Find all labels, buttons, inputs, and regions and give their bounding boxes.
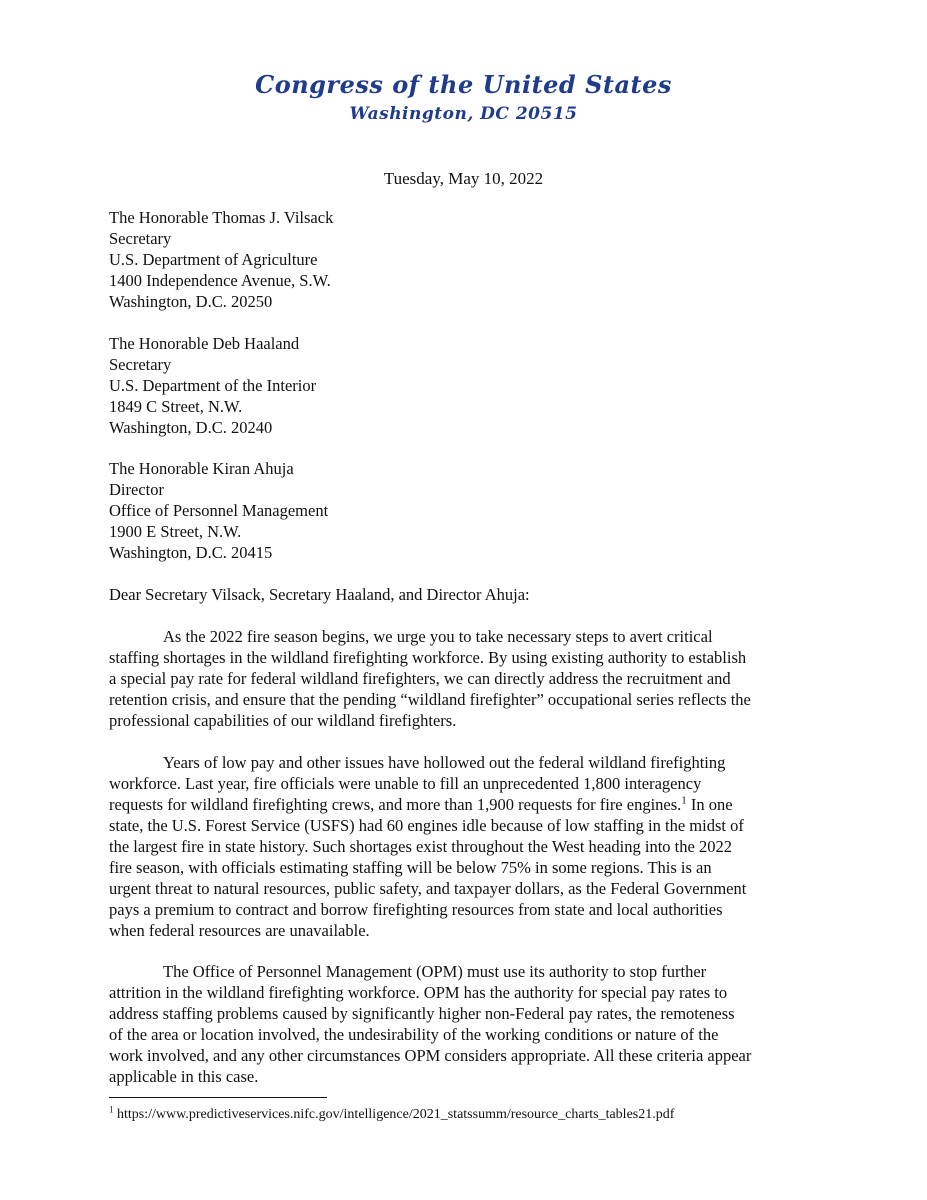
footnote [109, 1106, 674, 1124]
paragraph-line: workforce. Last year, fire officials were unable to fill an unprecedented 1,800 interagency [109, 774, 702, 793]
recipient-title: Secretary [109, 229, 172, 248]
recipient-agency: Office of Personnel Management [109, 501, 329, 520]
paragraph-line: applicable in this case. [109, 1067, 259, 1086]
recipient-name: The Honorable Kiran Ahuja [109, 459, 294, 478]
paragraph-line: state, the U.S. Forest Service (USFS) had 60 engines idle because of low staffing in the midst of [109, 816, 744, 835]
paragraph-line: pays a premium to contract and borrow firefighting resources from state and local authorities [109, 900, 723, 919]
recipient-city: Washington, D.C. 20250 [109, 292, 273, 311]
paragraph-line: urgent threat to natural resources, public safety, and taxpayer dollars, as the Federal Government [109, 879, 747, 898]
paragraph-line: The Office of Personnel Management (OPM) must use its authority to stop further [163, 962, 707, 981]
paragraph-fire-season [109, 626, 751, 731]
recipient-block [109, 207, 333, 312]
paragraph-opm-authority [109, 961, 751, 1087]
paragraph-line: As the 2022 fire season begins, we urge you to take necessary steps to avert critical [163, 627, 713, 646]
footnote-reference: 1 [681, 794, 687, 807]
letter-date: Tuesday, May 10, 2022 [383, 169, 544, 188]
paragraph-line: of the area or location involved, the undesirability of the working conditions or nature of the [109, 1025, 719, 1044]
recipient-agency: U.S. Department of the Interior [109, 376, 317, 395]
recipient-title: Director [109, 480, 164, 499]
recipient-name: The Honorable Thomas J. Vilsack [109, 208, 334, 227]
paragraph-line: professional capabilities of our wildland firefighters. [109, 711, 457, 730]
recipient-street: 1849 C Street, N.W. [109, 397, 243, 416]
paragraph-line: staffing shortages in the wildland firefighting workforce. By using existing authority to establish [109, 648, 747, 667]
recipient-block [109, 333, 316, 438]
recipient-street: 1900 E Street, N.W. [109, 522, 242, 541]
paragraph-low-pay [109, 752, 746, 941]
letterhead [0, 68, 927, 126]
salutation: Dear Secretary Vilsack, Secretary Haaland, and Director Ahuja: [109, 585, 530, 604]
paragraph-line: work involved, and any other circumstances OPM considers appropriate. All these criteria appear [109, 1046, 752, 1065]
paragraph-line: Years of low pay and other issues have hollowed out the federal wildland firefighting [163, 753, 726, 772]
paragraph-line: attrition in the wildland firefighting workforce. OPM has the authority for special pay rates to [109, 983, 728, 1002]
paragraph-line: retention crisis, and ensure that the pending “wildland firefighter” occupational series reflects the [109, 690, 751, 709]
letterhead-title: Congress of the United States [255, 70, 672, 99]
paragraph-line: a special pay rate for federal wildland firefighters, we can directly address the recruitment and [109, 669, 731, 688]
paragraph-line: the largest fire in state history. Such shortages exist throughout the West heading into the 2022 [109, 837, 732, 856]
footnote-url: https://www.predictiveservices.nifc.gov/intelligence/2021_statssumm/resource_charts_tables21.pdf [113, 1107, 675, 1122]
footnote-marker: 1 [109, 1104, 114, 1115]
recipient-agency: U.S. Department of Agriculture [109, 250, 318, 269]
recipient-name: The Honorable Deb Haaland [109, 334, 300, 353]
recipient-block [109, 458, 328, 563]
letterhead-address: Washington, DC 20515 [349, 104, 578, 124]
recipient-title: Secretary [109, 355, 172, 374]
paragraph-line: when federal resources are unavailable. [109, 921, 370, 940]
paragraph-line: address staffing problems caused by significantly higher non-Federal pay rates, the remoteness [109, 1004, 735, 1023]
recipient-city: Washington, D.C. 20240 [109, 418, 273, 437]
paragraph-text: requests for wildland firefighting crews, and more than 1,900 requests for fire engines. [109, 795, 682, 814]
recipient-city: Washington, D.C. 20415 [109, 543, 273, 562]
footnote-divider [109, 1097, 327, 1098]
paragraph-line [109, 794, 746, 815]
recipient-street: 1400 Independence Avenue, S.W. [109, 271, 331, 290]
paragraph-line: fire season, with officials estimating staffing will be below 75% in some regions. This is an [109, 858, 712, 877]
paragraph-text: In one [686, 795, 733, 814]
